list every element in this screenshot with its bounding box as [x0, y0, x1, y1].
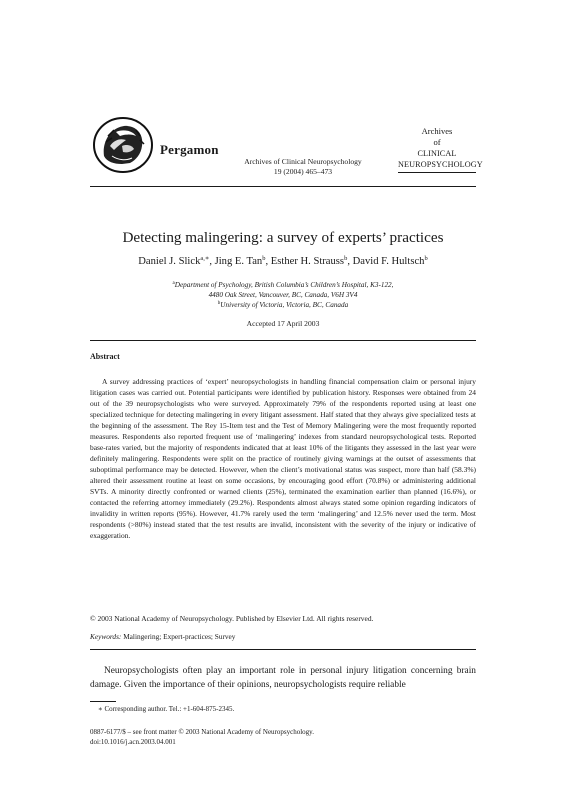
masthead-line: of	[433, 137, 441, 147]
author-list: Daniel J. Slick$^{a,∗}$, Jing E. Tan$^b$, Esther H. Strauss$^b$, David F. Hultsch$^b$	[138, 255, 428, 267]
author-name: Esther H. Strauss	[270, 256, 345, 267]
masthead-line: CLINICAL	[417, 149, 457, 158]
author-affiliation-mark: a,∗	[200, 255, 210, 262]
abstract-heading: Abstract	[90, 352, 120, 361]
journal-volume: 19 (2004) 465–473	[273, 167, 333, 176]
author-name: David F. Hultsch	[352, 256, 425, 267]
pergamon-logo	[92, 116, 154, 174]
affiliation-a	[90, 281, 476, 289]
issn-line: 0887-6177/$ – see front matter © 2003 National Academy of Neuropsychology.	[90, 728, 314, 736]
abstract-text	[90, 376, 476, 541]
affiliation-text: University of Victoria, Victoria, BC, Canada	[220, 301, 349, 309]
body-paragraph: Neuropsychologists often play an important role in personal injury litigation concerning brain damage. Given the importance of their opinions, neuropsychologists require reliable	[90, 666, 476, 690]
affiliation-a-address: 4480 Oak Street, Vancouver, BC, Canada, V6H 3V4	[208, 291, 358, 299]
abstract-paragraph: A survey addressing practices of ‘expert’ neuropsychologists in handling financial compensation claim or personal injury litigation cases was carried out. Potential participants were identified by publication history. Responses were obtained from 24 out of the 39 neuropsychologists who were surveyed. Approximately 79% of the respondents reported using at least one specialized technique for detecting malingering in every litigant assessment. Half stated that they always give specialized tests at the beginning of the assessment. The Rey 15-Item test and the Test of Memory Malingering were the most frequently reported measures. Respondents also reported frequent use of ‘malingering’ indexes from standard neuropsychological tests. Reported base-rates varied, but the majority of respondents indicated that at least 10% of the litigants they assessed in the last year were definitely malingering. Respondents were split on the practice of routinely giving warnings at the outset of assessments that suboptimal performance may be detected. However, when the client’s motivational status was suspect, more than half (58.3%) altered their assessment routine at least on some occasions, by encouraging good effort (70.8%) or administering additional SVTs. A minority directly confronted or warned clients (25%), terminated the examination earlier than planned (16.6%), or contacted the referring attorney immediately (29.2%). Respondents almost always stated some opinion regarding indicators of invalidity in written reports (95%). However, 41.7% rarely used the term ‘malingering’ and 12.5% never used the term. Most respondents (>80%) instead stated that the test results are invalid, inconsistent with the severity of the injury or indicative of exaggeration.	[90, 377, 476, 540]
journal-reference	[228, 157, 378, 177]
publisher-name: Pergamon	[160, 142, 219, 157]
article-title: Detecting malingering: a survey of experts’ practices	[122, 229, 444, 246]
accepted-date: Accepted 17 April 2003	[246, 319, 320, 328]
keywords-list: Malingering; Expert-practices; Survey	[123, 632, 236, 641]
keywords-label: Keywords:	[90, 632, 122, 641]
footnote-rule	[90, 701, 116, 702]
corresponding-author-footnote: ∗ Corresponding author. Tel.: +1-604-875-2345.	[98, 705, 235, 713]
masthead-line: Archives	[421, 126, 453, 136]
affiliation-mark: b	[217, 301, 221, 306]
author-name: Daniel J. Slick	[138, 256, 201, 267]
masthead-rule	[398, 172, 476, 173]
header-rule	[90, 186, 476, 187]
keywords	[90, 632, 476, 641]
copyright-notice: © 2003 National Academy of Neuropsychology. Published by Elsevier Ltd. All rights reserved.	[90, 614, 374, 623]
author-affiliation-mark: b	[424, 255, 428, 262]
abstract-top-rule	[90, 340, 476, 341]
doi: doi:10.1016/j.acn.2003.04.001	[90, 738, 176, 746]
affiliation-text: Department of Psychology, British Columbia’s Children’s Hospital, K3-122,	[174, 281, 394, 289]
author-name: Jing E. Tan	[214, 256, 263, 267]
abstract-bottom-rule	[90, 649, 476, 650]
journal-name: Archives of Clinical Neuropsychology	[244, 157, 362, 166]
masthead-line: NEUROPSYCHOLOGY	[398, 160, 483, 169]
journal-masthead	[398, 126, 483, 173]
author-affiliation-mark: b	[262, 255, 266, 262]
affiliation-mark: a	[172, 281, 175, 286]
front-matter	[90, 727, 314, 747]
author-affiliation-mark: b	[344, 255, 348, 262]
affiliation-b	[90, 301, 476, 309]
